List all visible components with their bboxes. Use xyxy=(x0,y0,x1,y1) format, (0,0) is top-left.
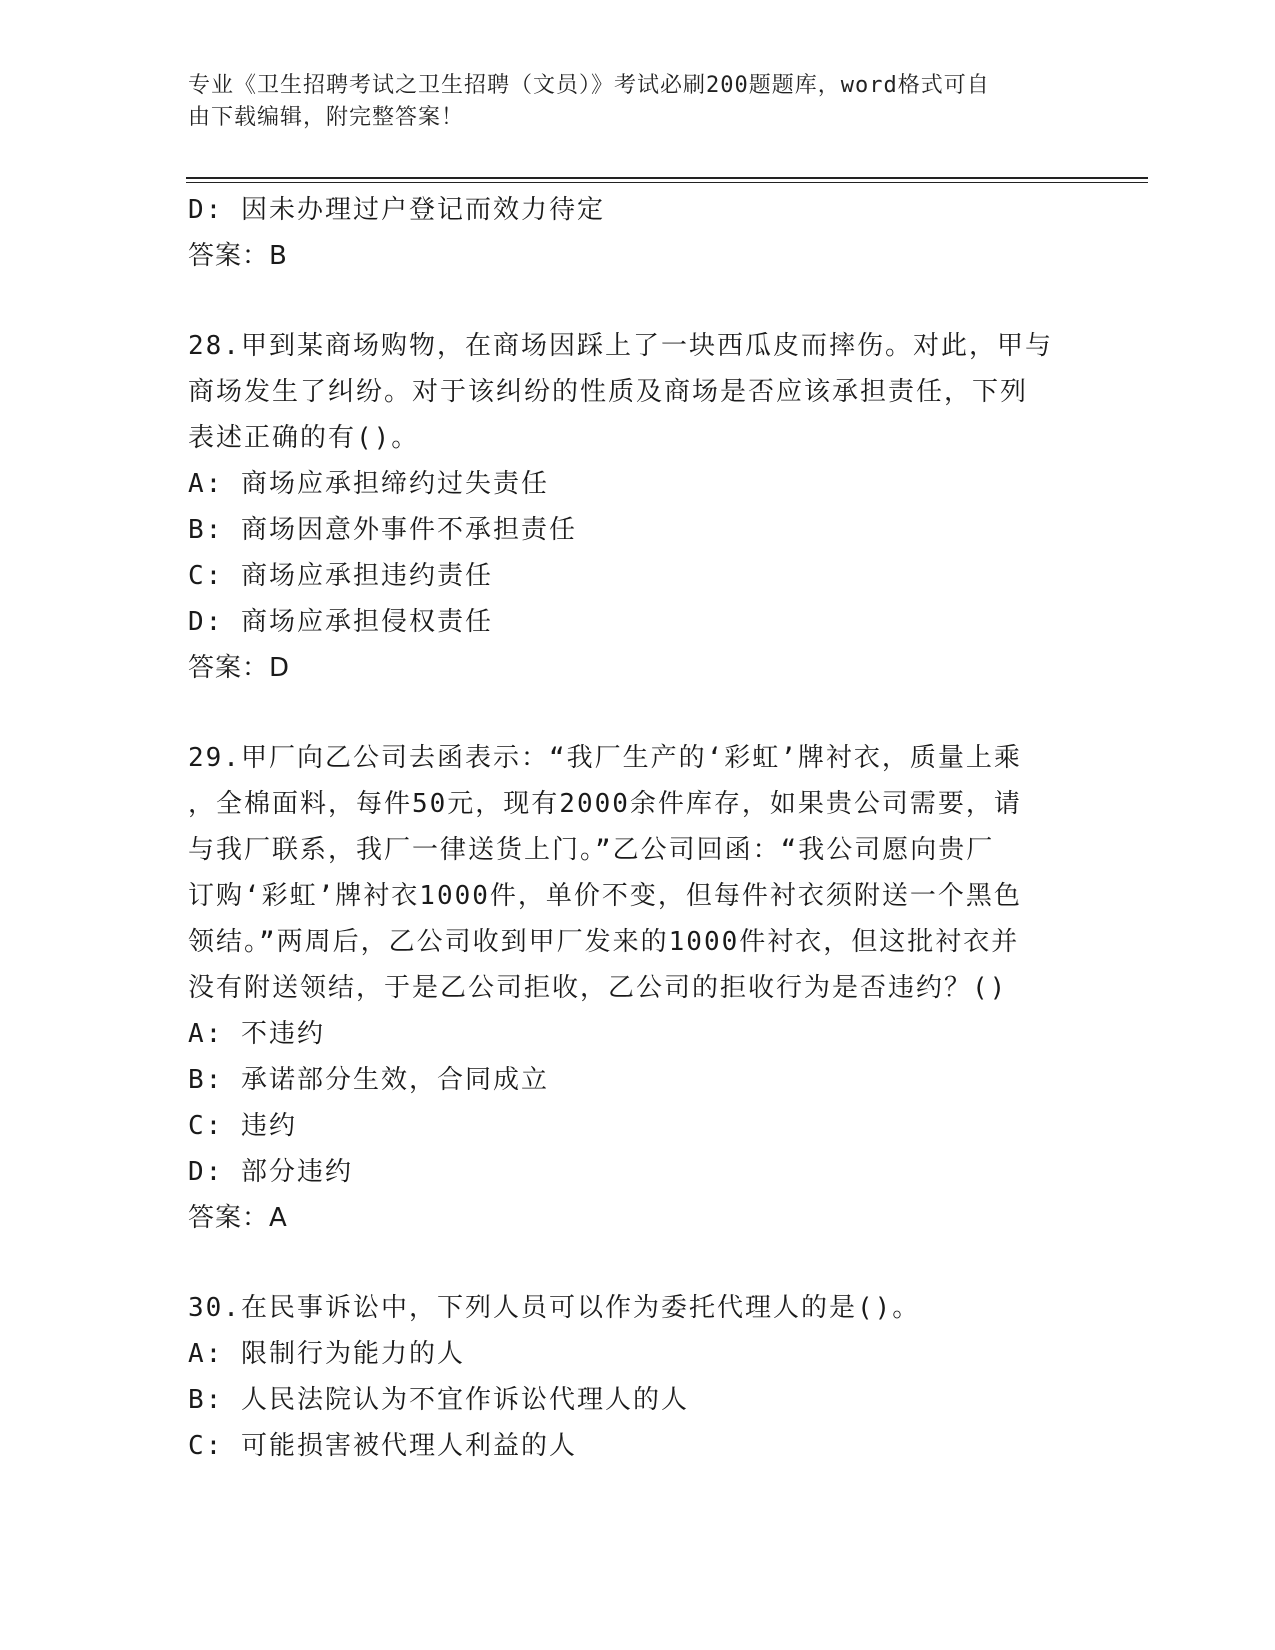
option-c: C: 可能损害被代理人利益的人 xyxy=(188,1431,577,1461)
question-stem-line: 商场发生了纠纷。对于该纠纷的性质及商场是否应该承担责任，下列 xyxy=(188,377,1029,407)
question-30 xyxy=(188,1285,1068,1469)
page-header xyxy=(188,70,1068,134)
option-a: A: 商场应承担缔约过失责任 xyxy=(188,469,549,499)
question-stem-line: 29.甲厂向乙公司去函表示：“我厂生产的‘彩虹’牌衬衣，质量上乘 xyxy=(188,743,1022,773)
option-b: B: 人民法院认为不宜作诉讼代理人的人 xyxy=(188,1385,689,1415)
question-29 xyxy=(188,735,1068,1241)
option-c: C: 商场应承担违约责任 xyxy=(188,561,493,591)
option-a: A: 不违约 xyxy=(188,1019,325,1049)
question-stem-line: 28.甲到某商场购物，在商场因踩上了一块西瓜皮而摔伤。对此，甲与 xyxy=(188,331,1053,361)
question-stem-line: 表述正确的有()。 xyxy=(188,423,420,453)
question-28 xyxy=(188,323,1068,691)
header-line-1: 专业《卫生招聘考试之卫生招聘（文员）》考试必刷200题题库，word格式可自 xyxy=(188,73,990,98)
header-divider-thick xyxy=(186,177,1148,179)
question-stem-line: 订购‘彩虹’牌衬衣1000件，单价不变，但每件衬衣须附送一个黑色 xyxy=(188,881,1022,911)
spacer xyxy=(188,1241,1068,1285)
option-d: D: 商场应承担侵权责任 xyxy=(188,607,493,637)
question-stem-line: 30.在民事诉讼中，下列人员可以作为委托代理人的是()。 xyxy=(188,1293,921,1323)
question-stem-line: ，全棉面料，每件50元，现有2000余件库存，如果贵公司需要，请 xyxy=(188,789,1022,819)
option-a: A: 限制行为能力的人 xyxy=(188,1339,465,1369)
spacer xyxy=(188,691,1068,735)
answer-line: 答案：D xyxy=(188,653,291,683)
question-27-tail xyxy=(188,187,1068,279)
option-c: C: 违约 xyxy=(188,1111,297,1141)
question-stem-line: 领结。”两周后，乙公司收到甲厂发来的1000件衬衣，但这批衬衣并 xyxy=(188,927,1020,957)
option-d: D: 部分违约 xyxy=(188,1157,353,1187)
header-line-2: 由下载编辑，附完整答案！ xyxy=(188,105,465,130)
question-content xyxy=(188,187,1068,1469)
spacer xyxy=(188,279,1068,323)
option-d: D: 因未办理过户登记而效力待定 xyxy=(188,195,605,225)
question-stem-line: 没有附送领结，于是乙公司拒收，乙公司的拒收行为是否违约？() xyxy=(188,973,1008,1003)
option-b: B: 商场因意外事件不承担责任 xyxy=(188,515,577,545)
answer-line: 答案：A xyxy=(188,1203,288,1233)
header-divider-thin xyxy=(186,182,1148,183)
option-b: B: 承诺部分生效，合同成立 xyxy=(188,1065,549,1095)
question-stem-line: 与我厂联系，我厂一律送货上门。”乙公司回函：“我公司愿向贵厂 xyxy=(188,835,995,865)
answer-line: 答案：B xyxy=(188,241,288,271)
